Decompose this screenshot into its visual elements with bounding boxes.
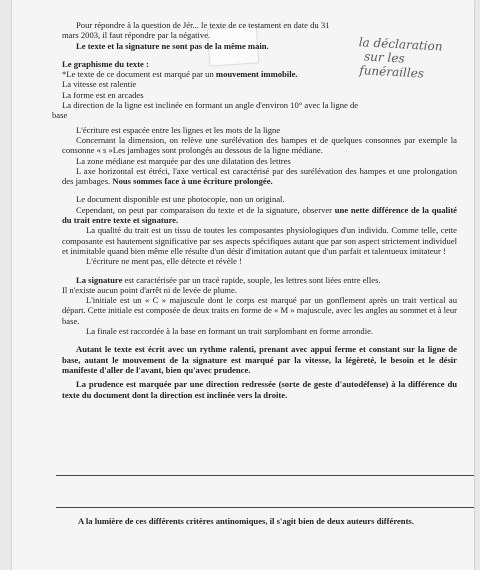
intro-conclusion: Le texte et la signature ne sont pas de la même main. [76, 40, 269, 51]
graphisme-line-2: La vitesse est ralentie [62, 79, 137, 90]
signature-p1: La signature est caractérisée par un tracé rapide, souple, les lettres sont liées entre elles. [76, 274, 381, 285]
document-p1: Le document disponible est une photocopie, non un original. [76, 194, 285, 205]
note-line-3: funérailles [358, 63, 425, 81]
divider-top [56, 475, 474, 476]
intro-line-1: Pour répondre à la question de Jér... le texte de ce testament en date du 31 [76, 20, 330, 30]
note-line-1: la déclaration [358, 35, 443, 54]
ecriture-p1: L'écriture est espacée entre les lignes et les mots de la ligne [76, 124, 281, 135]
ecriture-p4: L axe horizontal est étréci, l'axe vertical est caractérisé par des surélévation des hampes et une prolongation des jambages. Nous sommes face à une écriture prolongée. [62, 165, 457, 187]
document-p3: La qualité du trait est un tissu de toutes les composantes physiologiques d'un individu. Comme telle, cette composante est hautement significative par ses aspects spécifiques autant que par son aspect strictement individuel et inimitable quand bien même elle résulte d'un désir d'imitation autant que d'un parfait et talentueux imitateur ! [62, 225, 457, 256]
graphisme-line-5: base [52, 110, 68, 121]
document-p4: L'écriture ne ment pas, elle détecte et révèle ! [86, 256, 242, 267]
intro-line-2: mars 2003, il faut répondre par la négative. [62, 30, 211, 41]
footer-conclusion [64, 516, 459, 526]
document-p2: Cependant, on peut par comparaison du texte et de la signature, observer une nette différence de la qualité du trait entre texte et signature. [62, 204, 458, 226]
document-page [12, 0, 474, 570]
conclusion-p2: La prudence est marquée par une direction redressée (sorte de geste d'autodéfense) à la différence du texte du document dont la direction est inclinée vers la droite. [62, 379, 457, 400]
conclusion-p1: Autant le texte est écrit avec un rythme ralenti, prenant avec appui ferme et constant sur la ligne de base, autant le mouvement de la signature est marqué par la vitesse, la légèreté, le besoin et le désir manifeste d'aller de l'avant, bien qu'avec prudence. [62, 344, 457, 375]
ecriture-p3: La zone médiane est marquée par des une dilatation des lettres [76, 155, 291, 166]
graphisme-line-1: *Le texte de ce document est marqué par un mouvement immobile. [62, 69, 298, 80]
signature-p4: La finale est raccordée à la base en formant un trait surplombant en forme arrondie. [86, 326, 374, 337]
note-line-2: sur les [363, 49, 405, 66]
divider-bottom [56, 507, 474, 508]
ecriture-p2: Concernant la dimension, on relève une surélévation des hampes et de quelques consonnes par exemple la consonne « s »Les jambages sont prolongés au dessous de la ligne médiane. [62, 134, 457, 156]
graphisme-line-3: La forme est en arcades [62, 89, 144, 100]
graphisme-heading: Le graphisme du texte : [62, 58, 149, 69]
graphisme-line-4: La direction de la ligne est inclinée en formant un angle d'environ 10° avec la ligne de [62, 100, 359, 111]
footer-p1: A la lumière de ces différents critères antinomiques, il s'agit bien de deux auteurs différents. [78, 516, 414, 526]
signature-p2: Il n'existe aucun point d'arrêt ni de levée de plume. [62, 284, 237, 295]
signature-p3: L'initiale est un « C » majuscule dont le corps est marqué par un gonflement après un trait vertical au départ. Cette initiale est composée de deux traits en forme de « M » majuscule, avec les angles au sommet et à leur base. [62, 295, 457, 326]
report-body [52, 20, 458, 400]
